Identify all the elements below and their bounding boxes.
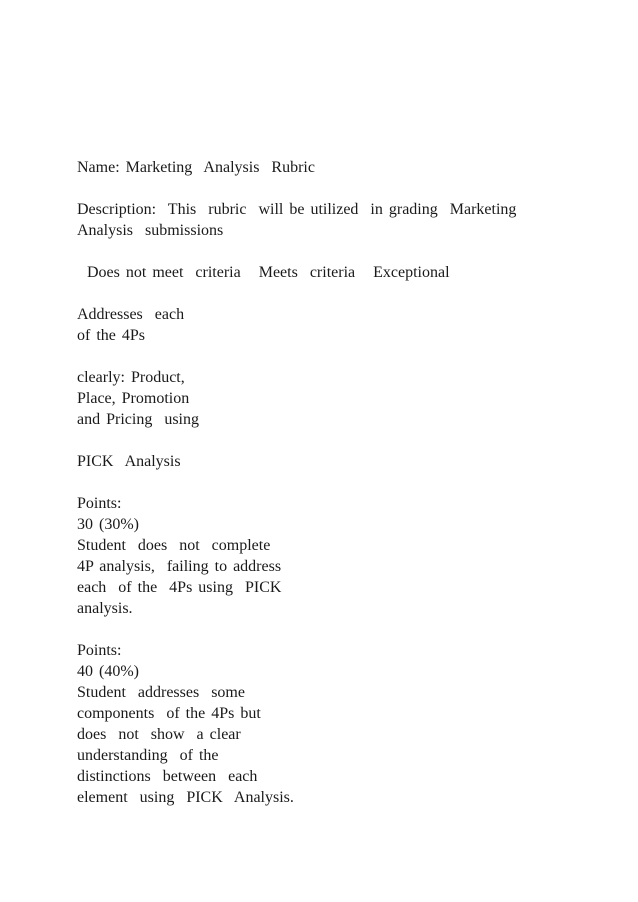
level-does-not-meet (77, 493, 597, 619)
rubric-description (77, 199, 597, 241)
points-label: Points: (77, 642, 122, 659)
rubric-name (77, 157, 597, 178)
level-description-line: components of the 4Ps but (77, 705, 261, 722)
name-line: Name: Marketing Analysis Rubric (77, 159, 315, 176)
criterion-detail (77, 367, 597, 430)
criterion-detail-line: Place, Promotion (77, 390, 190, 407)
points-label: Points: (77, 495, 122, 512)
criterion-method-line: PICK Analysis (77, 453, 181, 470)
level-description-line: does not show a clear (77, 726, 241, 743)
points-value: 40 (40%) (77, 663, 139, 680)
description-line: Description: This rubric will be utilized in grading Marketing (77, 201, 517, 218)
criterion-detail-line: and Pricing using (77, 411, 199, 428)
level-meets (77, 640, 597, 808)
level-description-line: element using PICK Analysis. (77, 789, 294, 806)
criterion-title-line: Addresses each (77, 306, 185, 323)
rating-header-text: Does not meet criteria Meets criteria Exceptional (87, 264, 450, 281)
level-description-line: 4P analysis, failing to address (77, 558, 282, 575)
rating-header-row (77, 262, 597, 283)
level-description-line: Student addresses some (77, 684, 245, 701)
points-value: 30 (30%) (77, 516, 139, 533)
level-description-line: distinctions between each (77, 768, 258, 785)
level-description-line: analysis. (77, 600, 133, 617)
criterion-title (77, 304, 597, 346)
criterion-method (77, 451, 597, 472)
level-description-line: understanding of the (77, 747, 219, 764)
rubric-document (77, 157, 597, 808)
criterion-title-line: of the 4Ps (77, 327, 145, 344)
criterion-detail-line: clearly: Product, (77, 369, 185, 386)
level-description-line: each of the 4Ps using PICK (77, 579, 282, 596)
level-description-line: Student does not complete (77, 537, 271, 554)
description-line: Analysis submissions (77, 222, 224, 239)
